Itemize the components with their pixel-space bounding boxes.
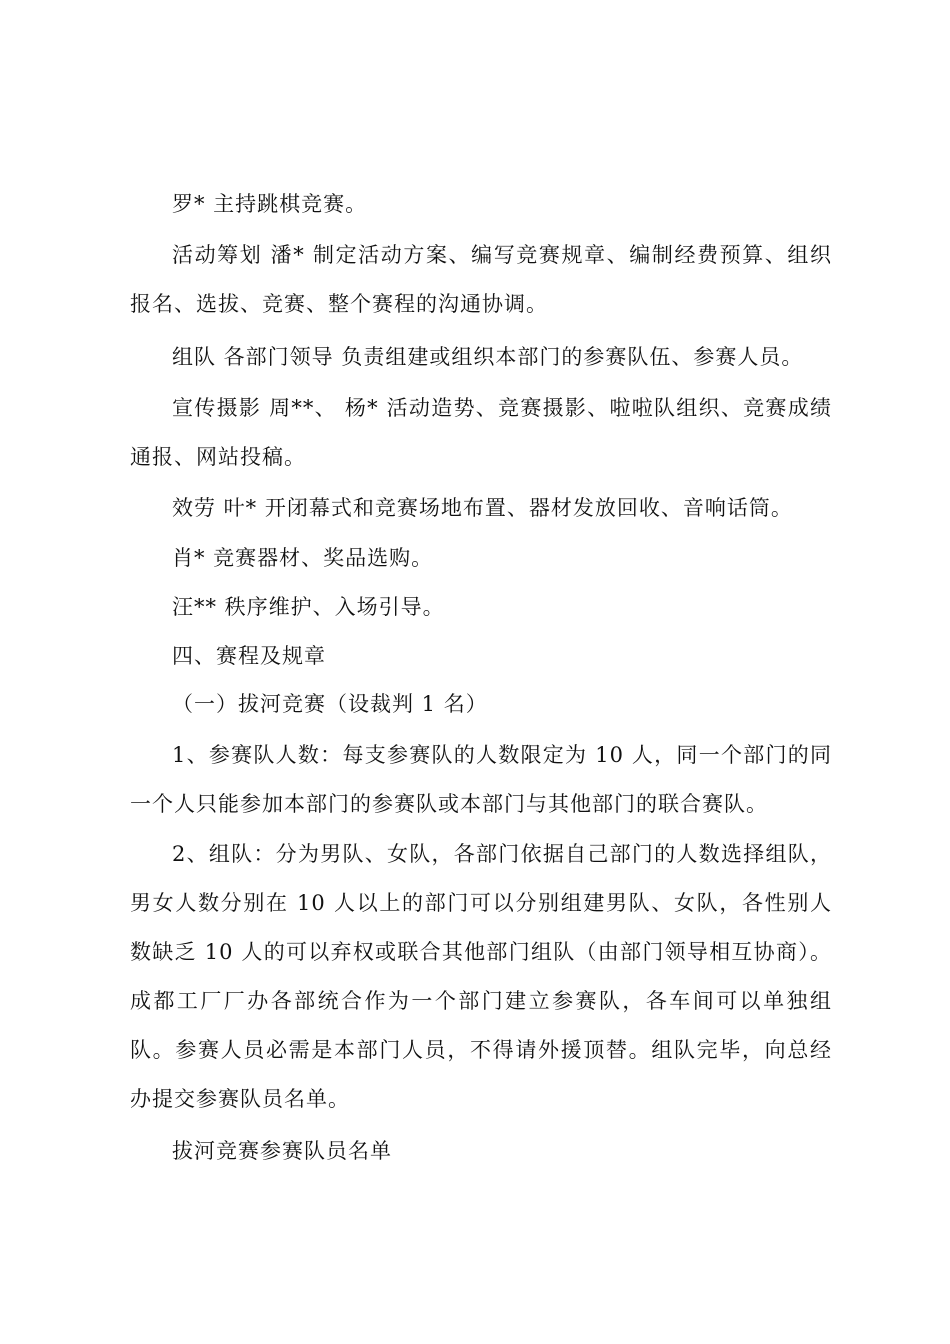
paragraph-team-rules: 2、组队：分为男队、女队，各部门依据自己部门的人数选择组队，男女人数分别在 10 人以上的部门可以分别组建男队、女队，各性别人数缺乏 10 人的可以弃权或联合其他部门组队（由部门领导相互协商）。成都工厂厂办各部统合作为一个部门建立参赛队，各车间可以单独组队。参赛人员必需是本部门人员，不得请外援顶替。组队完毕，向总经办提交参赛队员名单。 bbox=[130, 842, 832, 1111]
paragraph-xiao-purchase: 肖* 竞赛器材、奖品选购。 bbox=[172, 546, 434, 570]
paragraph-activity-planning: 活动筹划 潘* 制定活动方案、编写竞赛规章、编制经费预算、组织报名、选拔、竞赛、整个赛程的沟通协调。 bbox=[130, 243, 832, 316]
paragraph-roster-title: 拔河竞赛参赛队员名单 bbox=[172, 1139, 392, 1163]
paragraph-service-ye: 效劳 叶* 开闭幕式和竞赛场地布置、器材发放回收、音响话筒。 bbox=[172, 496, 793, 520]
heading-tug-of-war: （一）拔河竞赛（设裁判 1 名） bbox=[172, 692, 488, 716]
paragraph-team-size: 1、参赛队人数：每支参赛队的人数限定为 10 人，同一个部门的同一个人只能参加本部门的参赛队或本部门与其他部门的联合赛队。 bbox=[130, 743, 832, 816]
paragraph-luo-chess: 罗* 主持跳棋竞赛。 bbox=[172, 192, 368, 216]
paragraph-wang-order: 汪** 秩序维护、入场引导。 bbox=[172, 595, 445, 619]
paragraph-publicity-photography: 宣传摄影 周**、 杨* 活动造势、竞赛摄影、啦啦队组织、竞赛成绩通报、网站投稿。 bbox=[130, 396, 832, 469]
heading-schedule-rules: 四、赛程及规章 bbox=[172, 644, 326, 668]
paragraph-team-formation: 组队 各部门领导 负责组建或组织本部门的参赛队伍、参赛人员。 bbox=[172, 345, 804, 369]
